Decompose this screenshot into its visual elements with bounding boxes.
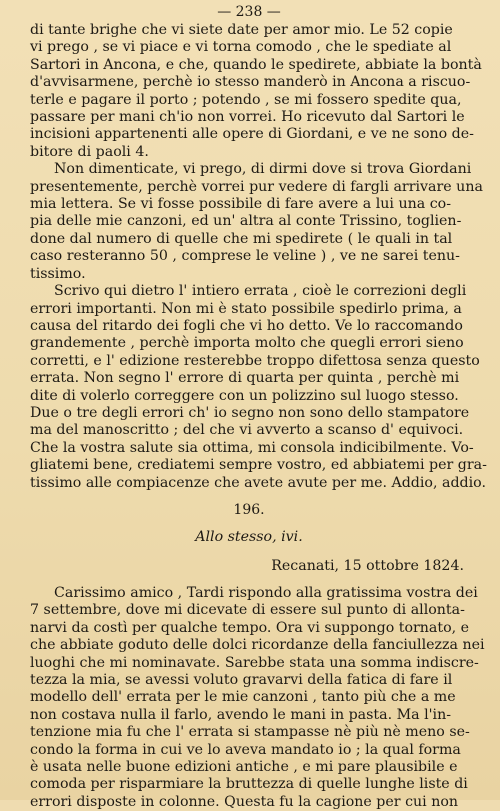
text-line: errata. Non segno l' errore di quarta per quinta , perchè mi: [30, 370, 460, 387]
text-line: bitore di paoli 4.: [30, 143, 149, 160]
text-line: Carissimo amico , Tardi rispondo alla gratissima vostra dei: [54, 584, 478, 601]
text-line: presentemente, perchè vorrei pur vedere di fargli arrivare una: [30, 178, 483, 195]
text-line: Due o tre degli errori ch' io segno non sono dello stampatore: [30, 404, 470, 421]
page-number: — 238 —: [217, 4, 281, 20]
text-line: che abbiate goduto delle dolci ricordanze della fanciullezza nei: [30, 637, 485, 654]
text-line: dite di volerlo correggere con un polizzino sul luogo stesso.: [30, 387, 459, 404]
text-line: tenzione mia fu che l' errata si stampasse nè più nè meno se-: [30, 724, 470, 741]
text-line: incisioni appartenenti alle opere di Giordani, e ve ne sono de-: [30, 126, 474, 143]
text-line: corretti, e l' edizione resterebbe troppo difettosa senza questo: [30, 352, 480, 369]
text-line: pia delle mie canzoni, ed un' altra al conte Trissino, toglien-: [30, 213, 462, 230]
text-line: causa del ritardo dei fogli che vi ho detto. Ve lo raccomando: [30, 317, 463, 334]
text-line: vi prego , se vi piace e vi torna comodo , che le spediate al: [30, 39, 452, 56]
text-line: gliatemi bene, crediatemi sempre vostro, ed abbiatemi per gra-: [30, 457, 487, 474]
text-line: narvi da costì per qualche tempo. Ora vi suppongo tornato, e: [30, 619, 470, 636]
text-line: Non dimenticate, vi prego, di dirmi dove si trova Giordani: [54, 161, 472, 178]
text-line: passare per mani ch'io non vorrei. Ho ricevuto dal Sartori le: [30, 109, 465, 126]
text-line: grandemente , perchè importa molto che quegli errori sieno: [30, 335, 464, 352]
letter-number: 196.: [233, 501, 265, 518]
text-line: errori disposte in colonne. Questa fu la cagione per cui non: [30, 793, 459, 810]
text-line: d'avvisarmene, perchè io stesso manderò in Ancona a riscuo-: [30, 74, 471, 91]
text-line: comoda per risparmiare la bruttezza di quelle lunghe liste di: [30, 776, 468, 793]
text-line: terle e pagare il porto ; potendo , se mi fossero spedite qua,: [30, 91, 462, 108]
letter-recipient: Allo stesso, ivi.: [195, 528, 303, 545]
text-line: tezza la mia, se avessi voluto gravarvi della fatica di fare il: [30, 672, 453, 688]
text-line: tissimo.: [30, 265, 86, 282]
paragraph-1: [30, 22, 482, 161]
text-line: Sartori in Ancona, e che, quando le spedirete, abbiate la bontà: [30, 56, 482, 73]
text-line: 7 settembre, dove mi dicevate di essere sul punto di allonta-: [30, 602, 465, 619]
paragraph-3: [30, 283, 487, 492]
paragraph-2: [30, 161, 483, 283]
text-line: done dal numero di quelle che mi spedirete ( le quali in tal: [30, 230, 453, 247]
text-line: di tante brighe che vi siete date per amor mio. Le 52 copie: [30, 22, 453, 38]
text-line: è usata nelle buone edizioni antiche , e mi pare plausibile e: [30, 759, 458, 776]
text-line: condo la forma in cui ve lo aveva mandato io ; la qual forma: [30, 741, 461, 758]
letter-continuation: [30, 22, 487, 492]
text-line: errori importanti. Non mi è stato possibile spedirlo prima, a: [30, 300, 462, 317]
text-line: mia lettera. Se vi fosse possibile di fare avere a lui una co-: [30, 196, 451, 213]
letter-body: [30, 584, 485, 811]
text-line: modello dell' errata per le mie canzoni , tanto più che a me: [30, 689, 456, 706]
text-line: Scrivo qui dietro l' intiero errata , cioè le correzioni degli: [54, 283, 467, 300]
text-line: tissimo alle compiacenze che avete avute per me. Addio, addio.: [30, 474, 486, 491]
text-line: Che la vostra salute sia ottima, mi consola indicibilmente. Vo-: [30, 439, 474, 456]
text-line: luoghi che mi nominavate. Sarebbe stata una somma indiscre-: [30, 654, 479, 671]
text-line: non costava nulla il farlo, avendo le mani in pasta. Ma l'in-: [30, 706, 451, 723]
text-line: caso resteranno 50 , comprese le veline ) , ve ne sarei tenu-: [30, 248, 460, 265]
text-line: ma del manoscritto ; del che vi avverto a scanso d' equivoci.: [30, 422, 464, 439]
letter-place-date: Recanati, 15 ottobre 1824.: [271, 557, 464, 574]
